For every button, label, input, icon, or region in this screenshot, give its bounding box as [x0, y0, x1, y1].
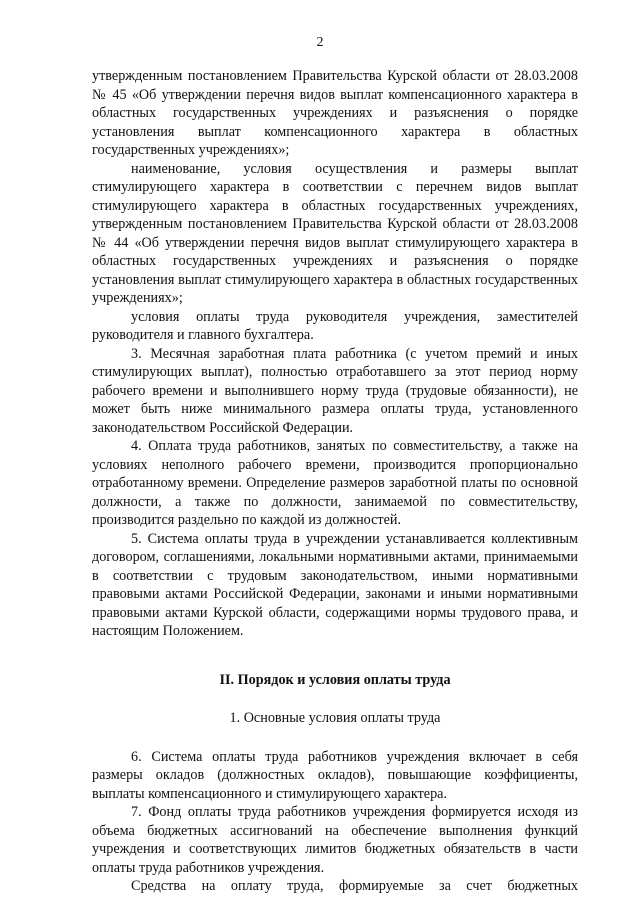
page-number: 2: [316, 35, 324, 50]
paragraph-item-5: 5. Система оплаты труда в учреждении устанавливается коллективным договором, соглашениями, локальными нормативными актами, принимаемыми в соответствии с трудовым законодательством, иными нормативными правовыми актами Российской Федерации, законами и иными нормативными правовыми актами Курской области, содержащими нормы трудового права, и настоящим Положением.: [92, 530, 578, 639]
paragraph-item-6: 6. Система оплаты труда работников учреждения включает в себя размеры окладов (должностных окладов), повышающие коэффициенты, выплаты компенсационного и стимулирующего характера.: [92, 748, 578, 802]
subsection-heading: 1. Основные условия оплаты труда: [229, 710, 441, 726]
paragraph-item-7: 7. Фонд оплаты труда работников учреждения формируется исходя из объема бюджетных ассигнований на обеспечение выполнения функций учреждения и соответствующих лимитов бюджетных обязательств в части оплаты труда работников учреждения.: [92, 804, 578, 876]
paragraph-item-4: 4. Оплата труда работников, занятых по совместительству, а также на условиях неполного рабочего времени, производится пропорционально отработанному времени. Определение размеров заработной платы по основной должности, а также по должности, занимаемой по совместительству, производится раздельно по каждой из должностей.: [92, 438, 578, 528]
paragraph-head-pay-conditions: условия оплаты труда руководителя учреждения, заместителей руководителя и главного бухгалтера.: [92, 308, 578, 343]
document-body: [92, 67, 578, 896]
paragraph-item-3: 3. Месячная заработная плата работника (с учетом премий и иных стимулирующих выплат), полностью отработавшего за этот период норму рабочего времени и выполнившего норму труда (трудовые обязанности), не может быть ниже минимального размера оплаты труда, установленного законодательством Российской Федерации.: [92, 345, 578, 436]
paragraph-incentive-payments: наименование, условия осуществления и размеры выплат стимулирующего характера в соответствии с перечнем видов выплат стимулирующего характера в областных государственных учреждениях, утвержденным постановлением Правительства Курской области от 28.03.2008 № 44 «Об утверждении перечня видов выплат стимулирующего характера в областных государственных учреждениях и разъяснения о порядке установления выплат стимулирующего характера в областных государственных учреждениях»;: [92, 160, 578, 306]
paragraph-compensatory-payments-ref: утвержденным постановлением Правительства Курской области от 28.03.2008 № 45 «Об утверждении перечня видов выплат компенсационного характера в областных государственных учреждениях и разъяснения о порядке установления выплат компенсационного характера в областных государственных учреждениях»;: [92, 68, 578, 158]
paragraph-budget-funds: Средства на оплату труда, формируемые за счет бюджетных: [131, 878, 578, 894]
section-heading: II. Порядок и условия оплаты труда: [219, 671, 451, 688]
